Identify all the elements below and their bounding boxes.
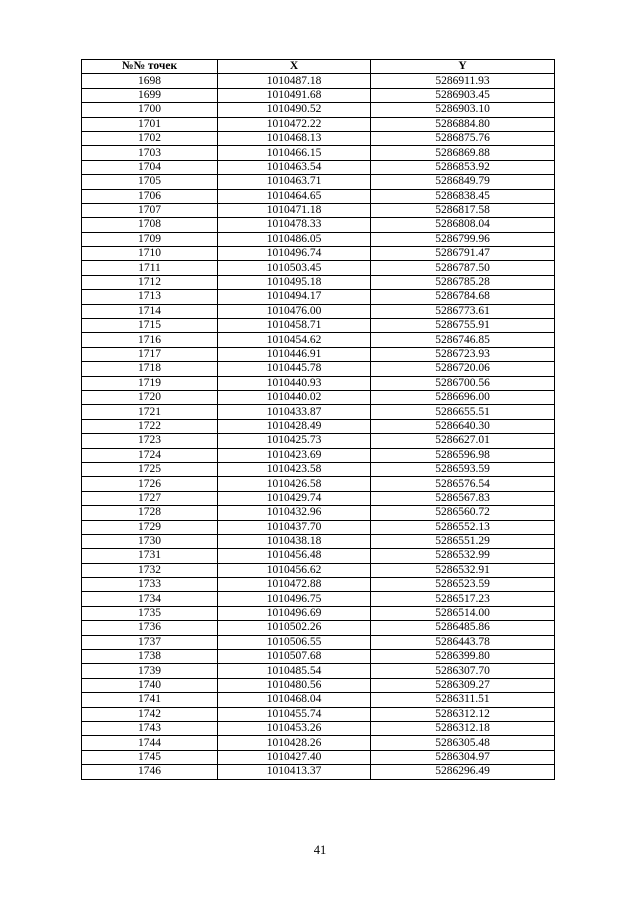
point-number-cell: 1719 — [82, 376, 218, 390]
point-number-cell: 1736 — [82, 621, 218, 635]
point-number-cell: 1711 — [82, 261, 218, 275]
x-coordinate-cell: 1010428.49 — [218, 419, 371, 433]
table-row — [82, 419, 555, 433]
table-row — [82, 506, 555, 520]
point-number-cell: 1730 — [82, 534, 218, 548]
table-row — [82, 621, 555, 635]
table-row — [82, 362, 555, 376]
table-row — [82, 290, 555, 304]
point-number-cell: 1726 — [82, 477, 218, 491]
point-number-cell: 1703 — [82, 146, 218, 160]
x-coordinate-cell: 1010423.69 — [218, 448, 371, 462]
x-coordinate-cell: 1010506.55 — [218, 635, 371, 649]
point-number-cell: 1735 — [82, 606, 218, 620]
table-row — [82, 678, 555, 692]
point-number-cell: 1734 — [82, 592, 218, 606]
x-coordinate-cell: 1010458.71 — [218, 319, 371, 333]
x-coordinate-cell: 1010476.00 — [218, 304, 371, 318]
x-coordinate-cell: 1010485.54 — [218, 664, 371, 678]
y-coordinate-cell: 5286838.45 — [371, 189, 555, 203]
coordinates-table — [81, 59, 555, 780]
y-coordinate-cell: 5286875.76 — [371, 131, 555, 145]
y-coordinate-cell: 5286903.10 — [371, 103, 555, 117]
x-coordinate-cell: 1010496.69 — [218, 606, 371, 620]
table-row — [82, 88, 555, 102]
table-row — [82, 405, 555, 419]
x-coordinate-cell: 1010425.73 — [218, 434, 371, 448]
table-row — [82, 606, 555, 620]
x-coordinate-cell: 1010495.18 — [218, 275, 371, 289]
y-coordinate-cell: 5286309.27 — [371, 678, 555, 692]
point-number-cell: 1723 — [82, 434, 218, 448]
x-coordinate-cell: 1010490.52 — [218, 103, 371, 117]
table-row — [82, 765, 555, 779]
y-coordinate-cell: 5286720.06 — [371, 362, 555, 376]
y-coordinate-cell: 5286304.97 — [371, 750, 555, 764]
point-number-cell: 1712 — [82, 275, 218, 289]
point-number-cell: 1738 — [82, 650, 218, 664]
y-coordinate-cell: 5286576.54 — [371, 477, 555, 491]
x-coordinate-cell: 1010456.62 — [218, 563, 371, 577]
x-coordinate-cell: 1010502.26 — [218, 621, 371, 635]
table-row — [82, 707, 555, 721]
y-coordinate-cell: 5286784.68 — [371, 290, 555, 304]
point-number-cell: 1737 — [82, 635, 218, 649]
y-coordinate-cell: 5286911.93 — [371, 74, 555, 88]
point-number-cell: 1724 — [82, 448, 218, 462]
y-coordinate-cell: 5286532.91 — [371, 563, 555, 577]
table-row — [82, 347, 555, 361]
y-coordinate-cell: 5286514.00 — [371, 606, 555, 620]
table-row — [82, 175, 555, 189]
x-coordinate-cell: 1010478.33 — [218, 218, 371, 232]
y-coordinate-cell: 5286596.98 — [371, 448, 555, 462]
column-header-x: X — [218, 60, 371, 74]
y-coordinate-cell: 5286443.78 — [371, 635, 555, 649]
point-number-cell: 1709 — [82, 232, 218, 246]
point-number-cell: 1713 — [82, 290, 218, 304]
y-coordinate-cell: 5286785.28 — [371, 275, 555, 289]
y-coordinate-cell: 5286640.30 — [371, 419, 555, 433]
y-coordinate-cell: 5286551.29 — [371, 534, 555, 548]
y-coordinate-cell: 5286485.86 — [371, 621, 555, 635]
x-coordinate-cell: 1010468.04 — [218, 693, 371, 707]
point-number-cell: 1716 — [82, 333, 218, 347]
point-number-cell: 1732 — [82, 563, 218, 577]
point-number-cell: 1702 — [82, 131, 218, 145]
point-number-cell: 1727 — [82, 491, 218, 505]
y-coordinate-cell: 5286799.96 — [371, 232, 555, 246]
point-number-cell: 1743 — [82, 721, 218, 735]
table-row — [82, 434, 555, 448]
y-coordinate-cell: 5286884.80 — [371, 117, 555, 131]
table-row — [82, 491, 555, 505]
y-coordinate-cell: 5286312.18 — [371, 721, 555, 735]
point-number-cell: 1742 — [82, 707, 218, 721]
x-coordinate-cell: 1010472.22 — [218, 117, 371, 131]
table-row — [82, 189, 555, 203]
y-coordinate-cell: 5286903.45 — [371, 88, 555, 102]
table-row — [82, 650, 555, 664]
x-coordinate-cell: 1010464.65 — [218, 189, 371, 203]
y-coordinate-cell: 5286523.59 — [371, 578, 555, 592]
point-number-cell: 1741 — [82, 693, 218, 707]
x-coordinate-cell: 1010472.88 — [218, 578, 371, 592]
point-number-cell: 1706 — [82, 189, 218, 203]
point-number-cell: 1708 — [82, 218, 218, 232]
x-coordinate-cell: 1010486.05 — [218, 232, 371, 246]
x-coordinate-cell: 1010437.70 — [218, 520, 371, 534]
point-number-cell: 1714 — [82, 304, 218, 318]
table-row — [82, 477, 555, 491]
table-row — [82, 333, 555, 347]
point-number-cell: 1717 — [82, 347, 218, 361]
point-number-cell: 1739 — [82, 664, 218, 678]
table-row — [82, 275, 555, 289]
table-row — [82, 376, 555, 390]
y-coordinate-cell: 5286552.13 — [371, 520, 555, 534]
point-number-cell: 1731 — [82, 549, 218, 563]
column-header-point-number: №№ точек — [82, 60, 218, 74]
point-number-cell: 1698 — [82, 74, 218, 88]
y-coordinate-cell: 5286755.91 — [371, 319, 555, 333]
table-row — [82, 160, 555, 174]
table-header — [82, 60, 555, 74]
table-row — [82, 578, 555, 592]
y-coordinate-cell: 5286817.58 — [371, 203, 555, 217]
x-coordinate-cell: 1010468.13 — [218, 131, 371, 145]
table-row — [82, 462, 555, 476]
table-row — [82, 534, 555, 548]
point-number-cell: 1728 — [82, 506, 218, 520]
y-coordinate-cell: 5286305.48 — [371, 736, 555, 750]
y-coordinate-cell: 5286808.04 — [371, 218, 555, 232]
x-coordinate-cell: 1010427.40 — [218, 750, 371, 764]
column-header-y: Y — [371, 60, 555, 74]
y-coordinate-cell: 5286296.49 — [371, 765, 555, 779]
table-row — [82, 74, 555, 88]
table-row — [82, 664, 555, 678]
x-coordinate-cell: 1010463.54 — [218, 160, 371, 174]
table-row — [82, 103, 555, 117]
table-row — [82, 247, 555, 261]
x-coordinate-cell: 1010494.17 — [218, 290, 371, 304]
point-number-cell: 1729 — [82, 520, 218, 534]
x-coordinate-cell: 1010438.18 — [218, 534, 371, 548]
y-coordinate-cell: 5286723.93 — [371, 347, 555, 361]
y-coordinate-cell: 5286627.01 — [371, 434, 555, 448]
table-row — [82, 261, 555, 275]
x-coordinate-cell: 1010453.26 — [218, 721, 371, 735]
x-coordinate-cell: 1010440.02 — [218, 390, 371, 404]
point-number-cell: 1720 — [82, 390, 218, 404]
table-row — [82, 563, 555, 577]
point-number-cell: 1704 — [82, 160, 218, 174]
table-row — [82, 592, 555, 606]
table-body — [82, 74, 555, 779]
table-row — [82, 131, 555, 145]
y-coordinate-cell: 5286746.85 — [371, 333, 555, 347]
x-coordinate-cell: 1010440.93 — [218, 376, 371, 390]
table-row — [82, 635, 555, 649]
table-row — [82, 304, 555, 318]
x-coordinate-cell: 1010433.87 — [218, 405, 371, 419]
x-coordinate-cell: 1010496.74 — [218, 247, 371, 261]
x-coordinate-cell: 1010507.68 — [218, 650, 371, 664]
y-coordinate-cell: 5286787.50 — [371, 261, 555, 275]
point-number-cell: 1707 — [82, 203, 218, 217]
point-number-cell: 1745 — [82, 750, 218, 764]
table-row — [82, 146, 555, 160]
point-number-cell: 1744 — [82, 736, 218, 750]
x-coordinate-cell: 1010455.74 — [218, 707, 371, 721]
y-coordinate-cell: 5286791.47 — [371, 247, 555, 261]
table-row — [82, 203, 555, 217]
point-number-cell: 1715 — [82, 319, 218, 333]
x-coordinate-cell: 1010487.18 — [218, 74, 371, 88]
table-row — [82, 549, 555, 563]
point-number-cell: 1740 — [82, 678, 218, 692]
point-number-cell: 1725 — [82, 462, 218, 476]
y-coordinate-cell: 5286869.88 — [371, 146, 555, 160]
table-row — [82, 448, 555, 462]
y-coordinate-cell: 5286560.72 — [371, 506, 555, 520]
x-coordinate-cell: 1010429.74 — [218, 491, 371, 505]
point-number-cell: 1710 — [82, 247, 218, 261]
point-number-cell: 1701 — [82, 117, 218, 131]
point-number-cell: 1733 — [82, 578, 218, 592]
y-coordinate-cell: 5286307.70 — [371, 664, 555, 678]
x-coordinate-cell: 1010503.45 — [218, 261, 371, 275]
y-coordinate-cell: 5286849.79 — [371, 175, 555, 189]
point-number-cell: 1722 — [82, 419, 218, 433]
y-coordinate-cell: 5286312.12 — [371, 707, 555, 721]
table-row — [82, 520, 555, 534]
point-number-cell: 1699 — [82, 88, 218, 102]
y-coordinate-cell: 5286532.99 — [371, 549, 555, 563]
table-row — [82, 218, 555, 232]
x-coordinate-cell: 1010496.75 — [218, 592, 371, 606]
x-coordinate-cell: 1010432.96 — [218, 506, 371, 520]
y-coordinate-cell: 5286311.51 — [371, 693, 555, 707]
table-row — [82, 319, 555, 333]
y-coordinate-cell: 5286853.92 — [371, 160, 555, 174]
x-coordinate-cell: 1010423.58 — [218, 462, 371, 476]
table-row — [82, 750, 555, 764]
y-coordinate-cell: 5286399.80 — [371, 650, 555, 664]
y-coordinate-cell: 5286517.23 — [371, 592, 555, 606]
point-number-cell: 1700 — [82, 103, 218, 117]
x-coordinate-cell: 1010428.26 — [218, 736, 371, 750]
y-coordinate-cell: 5286593.59 — [371, 462, 555, 476]
x-coordinate-cell: 1010413.37 — [218, 765, 371, 779]
table-row — [82, 390, 555, 404]
x-coordinate-cell: 1010454.62 — [218, 333, 371, 347]
y-coordinate-cell: 5286700.56 — [371, 376, 555, 390]
table-row — [82, 693, 555, 707]
y-coordinate-cell: 5286696.00 — [371, 390, 555, 404]
x-coordinate-cell: 1010471.18 — [218, 203, 371, 217]
point-number-cell: 1718 — [82, 362, 218, 376]
x-coordinate-cell: 1010466.15 — [218, 146, 371, 160]
y-coordinate-cell: 5286655.51 — [371, 405, 555, 419]
point-number-cell: 1721 — [82, 405, 218, 419]
header-row — [82, 60, 555, 74]
x-coordinate-cell: 1010426.58 — [218, 477, 371, 491]
y-coordinate-cell: 5286567.83 — [371, 491, 555, 505]
table-row — [82, 721, 555, 735]
x-coordinate-cell: 1010445.78 — [218, 362, 371, 376]
table-row — [82, 117, 555, 131]
page-number: 41 — [313, 843, 327, 857]
y-coordinate-cell: 5286773.61 — [371, 304, 555, 318]
x-coordinate-cell: 1010491.68 — [218, 88, 371, 102]
x-coordinate-cell: 1010480.56 — [218, 678, 371, 692]
x-coordinate-cell: 1010446.91 — [218, 347, 371, 361]
x-coordinate-cell: 1010463.71 — [218, 175, 371, 189]
point-number-cell: 1746 — [82, 765, 218, 779]
point-number-cell: 1705 — [82, 175, 218, 189]
table-row — [82, 232, 555, 246]
x-coordinate-cell: 1010456.48 — [218, 549, 371, 563]
table-row — [82, 736, 555, 750]
